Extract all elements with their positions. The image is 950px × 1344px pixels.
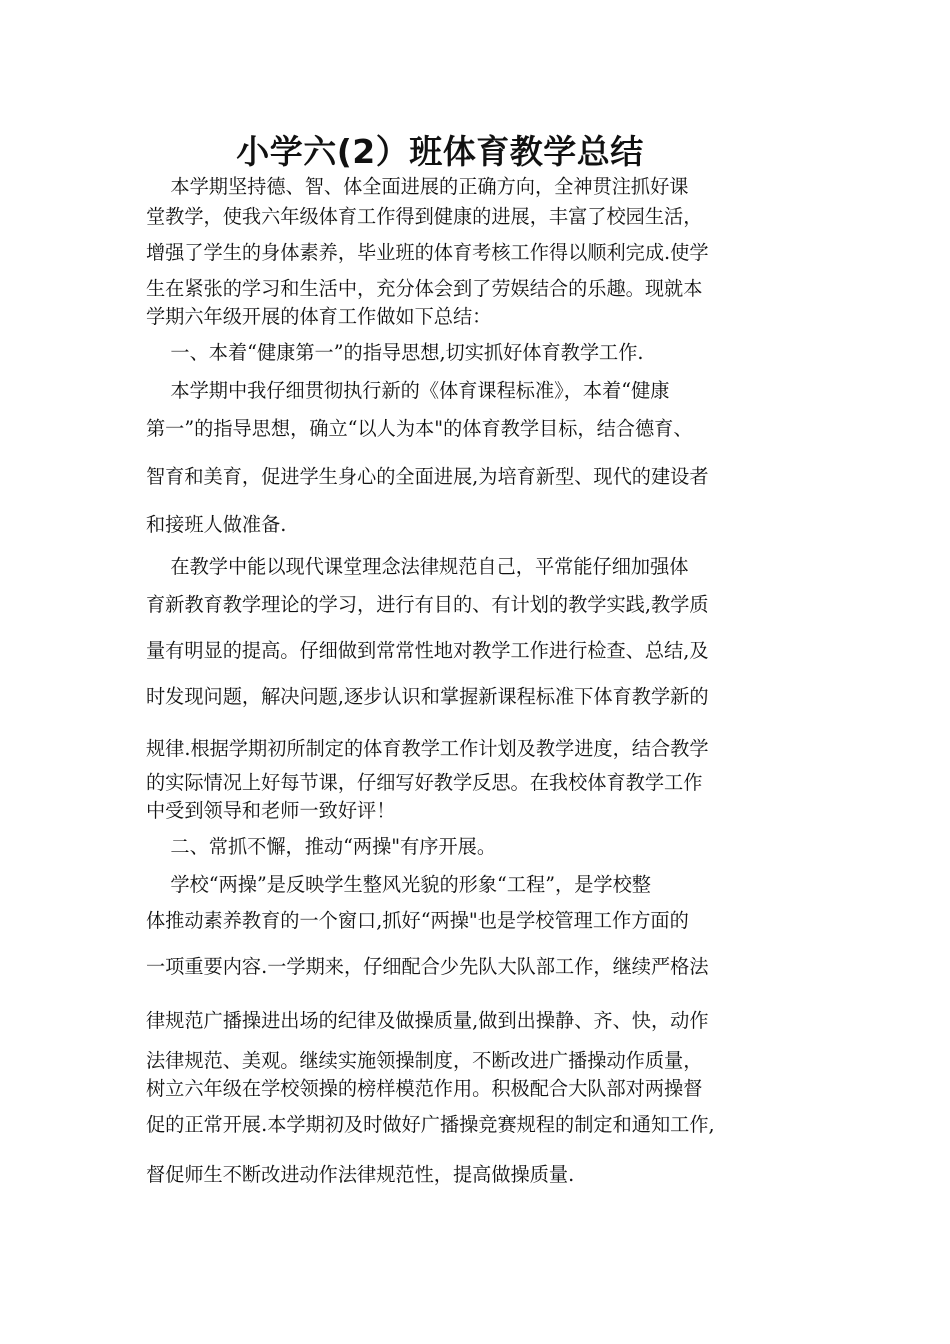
text-line: 督促师生不断改进动作法律规范性，提高做操质量. xyxy=(146,1163,575,1186)
text-line: 第一”的指导思想，确立“以人为本"的体育教学目标，结合德育、 xyxy=(146,417,693,440)
text-line: 的实际情况上好每节课，仔细写好教学反思。在我校体育教学工作 xyxy=(146,771,703,794)
text-line: 学期六年级开展的体育工作做如下总结： xyxy=(146,305,492,328)
text-line: 本学期坚持德、智、体全面进展的正确方向，全神贯注抓好课 xyxy=(146,175,689,198)
document-title: 小学六(2）班体育教学总结 xyxy=(236,132,644,171)
text-line: 学校“两操”是反映学生整风光貌的形象“工程”，是学校整 xyxy=(146,873,651,896)
text-line: 法律规范、美观。继续实施领操制度，不断改进广播操动作质量， xyxy=(146,1049,703,1072)
text-line: 智育和美育，促进学生身心的全面进展,为培育新型、现代的建设者 xyxy=(146,465,709,488)
text-line: 增强了学生的身体素养，毕业班的体育考核工作得以顺利完成.使学 xyxy=(146,241,709,264)
section-heading: 一、本着“健康第一”的指导思想,切实抓好体育教学工作. xyxy=(146,341,644,364)
text-line: 生在紧张的学习和生活中，充分体会到了劳娱结合的乐趣。现就本 xyxy=(146,277,703,300)
text-line: 和接班人做准备. xyxy=(146,513,287,536)
text-line: 促的正常开展.本学期初及时做好广播操竞赛规程的制定和通知工作, xyxy=(146,1113,715,1136)
text-line: 规律.根据学期初所制定的体育教学工作计划及教学进度，结合教学 xyxy=(146,737,709,760)
section-heading: 二、常抓不懈，推动“两操"有序开展。 xyxy=(146,835,497,858)
text-line: 量有明显的提高。仔细做到常常性地对教学工作进行检查、总结,及 xyxy=(146,639,709,662)
text-line: 本学期中我仔细贯彻执行新的《体育课程标准》，本着“健康 xyxy=(146,379,670,402)
text-line: 中受到领导和老师一致好评！ xyxy=(146,799,396,822)
text-line: 体推动素养教育的一个窗口,抓好“两操"也是学校管理工作方面的 xyxy=(146,909,689,932)
text-line: 在教学中能以现代课堂理念法律规范自己，平常能仔细加强体 xyxy=(146,555,689,578)
text-line: 树立六年级在学校领操的榜样模范作用。积极配合大队部对两操督 xyxy=(146,1077,703,1100)
text-line: 一项重要内容.一学期来，仔细配合少先队大队部工作，继续严格法 xyxy=(146,955,709,978)
text-line: 堂教学，使我六年级体育工作得到健康的进展，丰富了校园生活， xyxy=(146,205,703,228)
text-line: 时发现问题，解决问题,逐步认识和掌握新课程标准下体育教学新的 xyxy=(146,685,709,708)
text-line: 育新教育教学理论的学习，进行有目的、有计划的教学实践,教学质 xyxy=(146,593,709,616)
text-line: 律规范广播操进出场的纪律及做操质量,做到出操静、齐、快，动作 xyxy=(146,1009,709,1032)
